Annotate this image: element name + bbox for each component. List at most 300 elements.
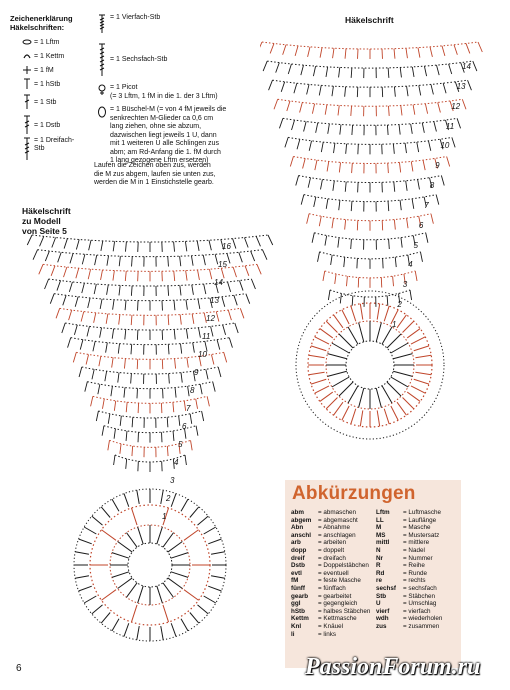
stitch-post: [387, 125, 388, 135]
stitch-post: [185, 241, 186, 251]
stitch-post: [320, 48, 322, 58]
row-number: 1: [162, 512, 167, 521]
stitch-post: [239, 252, 243, 262]
stitch-post: [229, 338, 232, 348]
stitch-post: [206, 369, 208, 379]
stitch-post: [100, 299, 102, 309]
stitch-post: [295, 46, 298, 56]
abbreviation-meaning: = arbeiten: [318, 539, 347, 547]
stitch-post: [403, 321, 414, 332]
stitch-post: [81, 312, 84, 322]
abbreviation-meaning: = Runde: [403, 569, 427, 577]
stitch-post: [411, 337, 425, 344]
stitch-post: [137, 490, 139, 504]
abbreviation-row: [291, 585, 376, 593]
stitch-post: [131, 344, 132, 354]
stitch-post: [268, 235, 273, 245]
stitch-post: [246, 294, 250, 304]
abbreviation-row: [376, 570, 461, 578]
stitch-post: [216, 312, 219, 322]
stitch-post: [393, 371, 412, 376]
stitch-post: [118, 578, 133, 589]
stitch-post: [167, 417, 168, 427]
stitch-post: [415, 372, 431, 375]
row-chain: [320, 252, 421, 259]
row-number: 6: [418, 220, 424, 230]
stitch-post: [222, 297, 225, 307]
row-number: 5: [413, 240, 418, 250]
page-number: 6: [16, 663, 22, 674]
stitch-post: [313, 66, 315, 76]
left-diagram-title: Häkelschrift zu Modell von Seite 5: [22, 206, 71, 236]
stitch-post: [125, 271, 126, 281]
abbreviation-key: Nr: [376, 554, 383, 562]
stitch-post: [62, 323, 65, 333]
double-treble-icon: [10, 115, 34, 135]
stitch-post: [311, 346, 326, 351]
stitch-post: [276, 63, 280, 73]
stitch-post: [179, 416, 180, 426]
abbreviation-key: mittl: [376, 539, 390, 547]
stitch-post: [351, 201, 352, 211]
stitch-post: [394, 49, 395, 59]
row-number: 11: [445, 121, 455, 131]
stitch-post: [303, 158, 306, 168]
stitch-post: [331, 255, 333, 265]
row-number: 3: [402, 280, 408, 290]
stitch-post: [327, 354, 346, 359]
abbreviation-meaning: = sechsfach: [403, 584, 437, 592]
stitch-post: [466, 43, 470, 53]
stitch-post: [85, 382, 88, 392]
abbreviation-key: anschl: [291, 531, 311, 539]
stitch-post: [202, 411, 204, 421]
abbreviation-row: [376, 585, 461, 593]
cluster-icon: [94, 106, 110, 118]
stitch-post: [419, 85, 421, 95]
legend-item: = 1 Dreifach-Stb: [10, 137, 90, 165]
stitch-post: [171, 572, 188, 578]
abbreviation-meaning: = Nadel: [403, 546, 425, 554]
stitch-post: [233, 239, 236, 249]
abbreviation-row: [376, 577, 461, 585]
stitch-post: [125, 329, 126, 339]
abbreviations-left-column: [291, 509, 376, 638]
stitch-post: [113, 271, 114, 281]
stitch-post: [45, 251, 49, 261]
abbreviation-key: evtl: [291, 569, 302, 577]
abbreviation-meaning: = eventuell: [318, 569, 349, 577]
row-chain: [278, 99, 463, 106]
stitch-post: [138, 586, 144, 603]
abbreviation-key: hStb: [291, 607, 305, 615]
abbreviation-key: Rd: [376, 569, 385, 577]
quadruple-treble-icon: [94, 14, 110, 34]
stitch-post: [187, 358, 188, 368]
legend-left-column: [10, 35, 90, 165]
row-number: 4: [174, 458, 179, 467]
stitch-post: [163, 388, 164, 398]
stitch-post: [240, 308, 244, 318]
stitch-post: [399, 162, 400, 172]
row-chain: [309, 214, 431, 221]
abbreviation-meaning: = Reihe: [403, 562, 425, 570]
stitch-post: [107, 256, 109, 266]
stitch-post: [401, 238, 402, 248]
stitch-post: [64, 239, 67, 249]
stitch-post: [186, 329, 187, 339]
stitch-post: [113, 241, 114, 251]
stitch-post: [126, 583, 137, 598]
abbreviation-key: Kettm: [291, 615, 309, 623]
stitch-post: [95, 255, 97, 265]
stitch-post: [326, 199, 328, 209]
stitch-post: [75, 552, 89, 554]
abbreviation-key: Knl: [291, 622, 302, 630]
abbreviation-meaning: = abmaschen: [318, 509, 356, 516]
stitch-post: [167, 446, 168, 456]
abbreviation-meaning: = zusammen: [403, 622, 440, 630]
stitch-post: [301, 65, 304, 75]
stitch-post: [320, 329, 333, 338]
abbreviation-row: [376, 532, 461, 540]
stitch-post: [209, 269, 211, 279]
stitch-post: [412, 67, 414, 77]
stitch-post: [100, 328, 102, 338]
stitch-post: [423, 160, 425, 170]
stitch-post: [400, 67, 401, 77]
stitch-post: [315, 160, 317, 170]
stitch-post: [180, 315, 181, 325]
stitch-post: [119, 315, 120, 325]
stitch-post: [394, 87, 395, 97]
abbreviation-meaning: = anschlagen: [318, 531, 356, 539]
row-number: 12: [206, 314, 215, 323]
abbreviation-meaning: = Stäbchen: [403, 592, 436, 600]
abbreviation-row: [376, 539, 461, 547]
stitch-post: [391, 377, 408, 387]
abbreviation-meaning: = Kettmasche: [318, 615, 357, 623]
abbreviation-key: wdh: [376, 615, 389, 623]
left-crochet-diagram: [20, 205, 290, 665]
row-number: 16: [222, 242, 231, 251]
stitch-post: [357, 258, 358, 268]
abbreviation-row: [291, 615, 376, 623]
abbreviation-meaning: = feste Masche: [318, 577, 361, 585]
stitch-post: [321, 142, 323, 152]
stitch-post: [351, 68, 352, 78]
abbreviation-row: [291, 547, 376, 555]
stitch-post: [157, 586, 163, 603]
left-diagram-stitches: [74, 489, 226, 641]
stitch-post: [332, 218, 333, 228]
abbreviation-key: ggl: [291, 600, 301, 608]
stitch-post: [112, 619, 119, 631]
stitch-post: [40, 236, 44, 246]
abbreviation-key: fünff: [291, 584, 305, 592]
stitch-post: [360, 304, 363, 320]
stitch-post: [352, 163, 353, 173]
stitch-post: [98, 384, 100, 394]
stitch-post: [45, 279, 49, 289]
stitch-post: [184, 590, 199, 601]
stitch-post: [417, 142, 419, 152]
legend-item: = 1 Dstb: [10, 113, 90, 137]
stitch-post: [88, 298, 90, 308]
stitch-post: [407, 329, 420, 338]
stitch-post: [339, 200, 340, 210]
stitch-post: [320, 392, 333, 401]
row-number: 9: [194, 368, 199, 377]
stitch-post: [407, 392, 420, 401]
stitch-post: [360, 410, 363, 426]
stitch-post: [403, 398, 414, 409]
stitch-post: [191, 440, 193, 450]
row-number: 11: [202, 332, 211, 341]
stitch-post: [473, 61, 477, 71]
stitch-post: [391, 343, 408, 353]
stitch-post: [309, 372, 325, 375]
abbreviation-meaning: = fünffach: [318, 584, 346, 592]
stitch-post: [112, 553, 129, 559]
stitch-post: [96, 411, 98, 421]
stitch-post: [296, 176, 299, 186]
stitch-post: [180, 256, 181, 266]
abbreviation-meaning: = abgemascht: [318, 516, 358, 524]
stitch-post: [345, 220, 346, 230]
stitch-post: [131, 508, 137, 525]
stitch-post: [137, 626, 139, 640]
row-number: 2: [397, 300, 402, 310]
chain-stitch-icon: [10, 39, 34, 45]
stitch-post: [345, 182, 346, 192]
stitch-post: [119, 285, 120, 295]
row-chain: [330, 290, 410, 297]
stitch-post: [333, 181, 334, 191]
stitch-post: [377, 410, 380, 426]
abbreviation-key: MS: [376, 531, 386, 539]
stitch-post: [198, 270, 200, 280]
abbreviation-row: [291, 517, 376, 525]
stitch-post: [338, 238, 339, 248]
abbreviation-key: M: [376, 524, 382, 532]
top-diagram-stitches: [308, 303, 432, 427]
abbreviation-key: zus: [376, 622, 387, 630]
stitch-post: [342, 406, 349, 420]
stitch-post: [352, 296, 353, 306]
stitch-post: [328, 290, 330, 300]
abbreviation-row: [291, 600, 376, 608]
stitch-post: [50, 294, 54, 304]
row-number: 8: [429, 181, 435, 191]
stitch-post: [211, 552, 225, 554]
row-number: 8: [190, 386, 195, 395]
stitch-post: [173, 402, 174, 412]
stitch-post: [270, 43, 274, 53]
stitch-post: [393, 276, 394, 286]
stitch-post: [382, 327, 392, 344]
stitch-post: [213, 382, 216, 392]
stitch-post: [192, 285, 194, 295]
stitch-post: [345, 87, 346, 97]
stitch-post: [345, 49, 346, 59]
stitch-post: [224, 352, 227, 362]
stitch-post: [410, 290, 412, 300]
top-diagram-title: Häkelschrift: [345, 15, 394, 25]
stitch-post: [79, 586, 92, 591]
stitch-post: [288, 64, 291, 74]
stitch-post: [314, 197, 316, 207]
row-chain: [314, 233, 425, 240]
stitch-post: [106, 314, 108, 324]
stitch-post: [393, 354, 412, 359]
stitch-post: [126, 431, 127, 441]
stitch-post: [74, 325, 77, 335]
stitch-post: [125, 242, 126, 252]
stitch-post: [64, 267, 67, 277]
stitch-post: [91, 396, 93, 406]
abbreviation-meaning: = Masche: [403, 524, 431, 532]
stitch-post: [101, 612, 110, 623]
legend-title: Zeichenerklärung Häkelschriften:: [10, 14, 73, 32]
abbreviation-row: [291, 539, 376, 547]
stitch-post: [120, 444, 121, 454]
stitch-post: [190, 414, 192, 424]
stitch-post: [339, 382, 353, 396]
stitch-post: [321, 179, 323, 189]
stitch-post: [340, 293, 341, 303]
stitch-post: [228, 282, 231, 292]
stitch-post: [161, 490, 163, 504]
stitch-post: [425, 104, 427, 114]
left-diagram-rows: [27, 235, 272, 472]
stitch-post: [411, 386, 425, 393]
row-chain: [65, 323, 235, 330]
stitch-post: [114, 429, 115, 439]
stitch-post: [384, 306, 389, 321]
stitch-post: [239, 281, 243, 291]
abbreviation-key: Abn: [291, 524, 304, 532]
stitch-post: [335, 274, 336, 284]
stitch-post: [407, 86, 408, 96]
stitch-post: [173, 431, 174, 441]
stitch-post: [111, 386, 113, 396]
abbreviation-row: [291, 570, 376, 578]
row-number: 12: [451, 101, 461, 111]
row-number: 13: [456, 81, 466, 91]
stitch-post: [63, 295, 66, 305]
stitch-post: [186, 271, 187, 281]
row-number: 14: [214, 278, 223, 287]
abbreviation-meaning: = halbes Stäbchen: [318, 607, 371, 615]
abbreviation-key: Lftm: [376, 509, 390, 516]
slip-stitch-icon: [10, 52, 34, 60]
legend-item: = 1 Vierfach-Stb: [94, 14, 269, 36]
stitch-post: [287, 101, 290, 111]
stitch-post: [193, 343, 195, 353]
abbreviation-row: [376, 608, 461, 616]
stitch-post: [174, 300, 175, 310]
legend-item: = 1 Büschel-M (= von 4 fM jeweils die senkrechten M-Glieder ca 0,6 cm lang ziehen, ohne sie abzum, dazwischen liegt jeweils 1 U, dann mit 1 weiteren U alle Schlingen zus abm; am Rd-Anfang die 1. fM durch 1 lang gezogene Lftm ersetzen): [94, 106, 269, 166]
stitch-post: [101, 530, 116, 541]
stitch-post: [263, 61, 267, 71]
stitch-post: [79, 539, 92, 544]
stitch-post: [235, 323, 238, 333]
abbreviation-key: arb: [291, 539, 301, 547]
abbreviation-meaning: = Abnahme: [318, 524, 351, 532]
stitch-post: [101, 507, 110, 518]
stitch-post: [113, 300, 114, 310]
stitch-post: [431, 84, 433, 94]
stitch-post: [411, 124, 413, 134]
stitch-post: [181, 499, 188, 511]
stitch-post: [197, 516, 208, 525]
stitch-post: [326, 67, 328, 77]
stitch-post: [198, 328, 200, 338]
stitch-post: [292, 120, 295, 130]
stitch-post: [175, 388, 176, 398]
stitch-post: [400, 200, 401, 210]
row-chain: [325, 271, 415, 278]
stitch-post: [376, 322, 381, 341]
legend-item: = 1 Kettm: [10, 49, 90, 63]
stitch-post: [200, 384, 202, 394]
abbreviation-key: U: [376, 600, 381, 608]
stitch-post: [191, 256, 193, 266]
abbreviation-row: [291, 532, 376, 540]
stitch-post: [307, 84, 309, 94]
stitch-post: [33, 250, 37, 260]
stitch-post: [300, 102, 303, 112]
stitch-post: [112, 329, 113, 339]
stitch-post: [326, 398, 337, 409]
stitch-post: [126, 402, 127, 412]
half-double-icon: [10, 78, 34, 90]
stitch-post: [478, 42, 482, 52]
stitch-post: [114, 455, 115, 465]
abbreviation-meaning: = vierfach: [403, 607, 431, 615]
stitch-post: [75, 297, 78, 307]
stitch-post: [99, 356, 101, 366]
abbreviation-row: [291, 593, 376, 601]
stitch-post: [190, 612, 199, 623]
stitch-post: [174, 329, 175, 339]
stitch-post: [411, 161, 413, 171]
stitch-post: [174, 271, 175, 281]
stitch-post: [434, 122, 437, 132]
stitch-post: [441, 176, 444, 186]
stitch-post: [452, 137, 455, 147]
row-chain: [304, 195, 436, 202]
stitch-post: [94, 284, 96, 294]
double-crochet-icon: [10, 94, 34, 110]
stitch-post: [94, 313, 96, 323]
stitch-post: [163, 605, 169, 622]
abbreviation-meaning: = Umschlag: [403, 600, 437, 608]
stitch-post: [126, 533, 137, 548]
stitch-post: [418, 179, 420, 189]
stitch-post: [171, 623, 176, 636]
abbreviation-row: [291, 631, 376, 639]
stitch-post: [208, 586, 221, 591]
stitch-post: [274, 99, 278, 109]
abbreviation-key: R: [376, 562, 381, 570]
stitch-post: [462, 99, 466, 109]
stitch-post: [426, 233, 428, 243]
stitch-post: [69, 282, 72, 292]
stitch-post: [346, 276, 347, 286]
stitch-post: [388, 201, 389, 211]
